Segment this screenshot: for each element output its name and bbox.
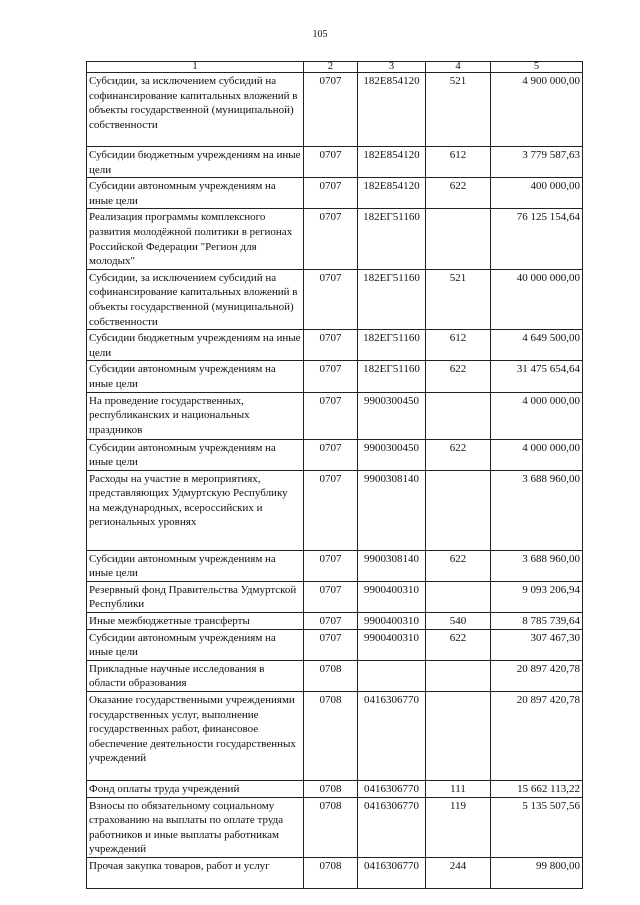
- row-target-code: 9900308140: [358, 550, 426, 581]
- row-amount: 31 475 654,64: [491, 361, 583, 392]
- row-section: 0707: [304, 581, 358, 612]
- row-amount: 400 000,00: [491, 178, 583, 209]
- row-name: Иные межбюджетные трансферты: [87, 613, 304, 630]
- column-header: 5: [491, 62, 583, 73]
- row-target-code: 0416306770: [358, 781, 426, 798]
- row-target-code: 9900400310: [358, 581, 426, 612]
- table-row: [87, 550, 583, 581]
- row-amount: 99 800,00: [491, 858, 583, 889]
- row-expense-type: [426, 692, 491, 781]
- row-name: На проведение государственных, республиканских и национальных праздников: [87, 392, 304, 439]
- row-amount: 4 000 000,00: [491, 439, 583, 470]
- table-body: [87, 73, 583, 889]
- row-expense-type: 244: [426, 858, 491, 889]
- row-section: 0707: [304, 269, 358, 329]
- header-row: [87, 62, 583, 73]
- column-header: 3: [358, 62, 426, 73]
- row-section: 0707: [304, 178, 358, 209]
- table-row: [87, 660, 583, 691]
- row-target-code: 0416306770: [358, 858, 426, 889]
- row-amount: 76 125 154,64: [491, 209, 583, 269]
- row-name: Резервный фонд Правительства Удмуртской Республики: [87, 581, 304, 612]
- table-row: [87, 330, 583, 361]
- row-amount: 8 785 739,64: [491, 613, 583, 630]
- table-row: [87, 581, 583, 612]
- row-name: Субсидии, за исключением субсидий на софинансирование капитальных вложений в объекты государственной (муниципальной) собственности: [87, 73, 304, 147]
- row-section: 0707: [304, 147, 358, 178]
- row-expense-type: [426, 470, 491, 550]
- row-target-code: 0416306770: [358, 692, 426, 781]
- row-name: Субсидии, за исключением субсидий на софинансирование капитальных вложений в объекты государственной (муниципальной) собственности: [87, 269, 304, 329]
- row-section: 0708: [304, 858, 358, 889]
- row-name: Оказание государственными учреждениями государственных услуг, выполнение государственных работ, финансовое обеспечение деятельности государственных учреждений: [87, 692, 304, 781]
- row-amount: 9 093 206,94: [491, 581, 583, 612]
- row-expense-type: 622: [426, 361, 491, 392]
- row-name: Субсидии бюджетным учреждениям на иные цели: [87, 330, 304, 361]
- row-expense-type: [426, 209, 491, 269]
- row-expense-type: 521: [426, 269, 491, 329]
- row-name: Субсидии автономным учреждениям на иные цели: [87, 361, 304, 392]
- row-expense-type: 622: [426, 178, 491, 209]
- row-name: Взносы по обязательному социальному страхованию на выплаты по оплате труда работников и иные выплаты работникам учреждений: [87, 797, 304, 857]
- row-amount: 5 135 507,56: [491, 797, 583, 857]
- row-target-code: [358, 660, 426, 691]
- table-row: [87, 470, 583, 550]
- row-target-code: 182EГ51160: [358, 361, 426, 392]
- row-amount: 20 897 420,78: [491, 660, 583, 691]
- row-section: 0707: [304, 470, 358, 550]
- table-row: [87, 361, 583, 392]
- row-target-code: 182EГ51160: [358, 330, 426, 361]
- table-row: [87, 629, 583, 660]
- row-expense-type: 540: [426, 613, 491, 630]
- row-section: 0707: [304, 629, 358, 660]
- row-name: Субсидии автономным учреждениям на иные цели: [87, 629, 304, 660]
- table-row: [87, 269, 583, 329]
- table-row: [87, 692, 583, 781]
- row-target-code: 0416306770: [358, 797, 426, 857]
- row-expense-type: 521: [426, 73, 491, 147]
- row-name: Расходы на участие в мероприятиях, представляющих Удмуртскую Республику на международных, всероссийских и региональных уровнях: [87, 470, 304, 550]
- row-target-code: 9900300450: [358, 392, 426, 439]
- budget-table: [86, 61, 583, 889]
- row-expense-type: 622: [426, 629, 491, 660]
- row-expense-type: 119: [426, 797, 491, 857]
- column-header: 1: [87, 62, 304, 73]
- row-target-code: 9900308140: [358, 470, 426, 550]
- row-amount: 3 688 960,00: [491, 470, 583, 550]
- row-expense-type: [426, 392, 491, 439]
- row-section: 0707: [304, 613, 358, 630]
- row-name: Фонд оплаты труда учреждений: [87, 781, 304, 798]
- table-row: [87, 147, 583, 178]
- row-target-code: 9900400310: [358, 629, 426, 660]
- row-section: 0707: [304, 209, 358, 269]
- row-amount: 20 897 420,78: [491, 692, 583, 781]
- table-row: [87, 797, 583, 857]
- row-name: Субсидии бюджетным учреждениям на иные цели: [87, 147, 304, 178]
- row-amount: 15 662 113,22: [491, 781, 583, 798]
- row-target-code: 182EГ51160: [358, 269, 426, 329]
- table-row: [87, 781, 583, 798]
- row-target-code: 9900300450: [358, 439, 426, 470]
- column-header: 2: [304, 62, 358, 73]
- row-target-code: 182E854120: [358, 178, 426, 209]
- row-section: 0708: [304, 660, 358, 691]
- row-section: 0707: [304, 550, 358, 581]
- row-name: Субсидии автономным учреждениям на иные цели: [87, 178, 304, 209]
- table-row: [87, 178, 583, 209]
- row-target-code: 182E854120: [358, 147, 426, 178]
- row-section: 0707: [304, 392, 358, 439]
- row-amount: 4 000 000,00: [491, 392, 583, 439]
- row-target-code: 182EГ51160: [358, 209, 426, 269]
- row-expense-type: [426, 660, 491, 691]
- row-target-code: 9900400310: [358, 613, 426, 630]
- row-amount: 3 779 587,63: [491, 147, 583, 178]
- table-row: [87, 858, 583, 889]
- row-expense-type: 622: [426, 439, 491, 470]
- row-name: Прочая закупка товаров, работ и услуг: [87, 858, 304, 889]
- row-expense-type: 111: [426, 781, 491, 798]
- table-row: [87, 73, 583, 147]
- row-section: 0707: [304, 73, 358, 147]
- table-row: [87, 439, 583, 470]
- row-name: Прикладные научные исследования в области образования: [87, 660, 304, 691]
- row-target-code: 182E854120: [358, 73, 426, 147]
- page-number: 105: [312, 29, 328, 40]
- row-amount: 4 649 500,00: [491, 330, 583, 361]
- row-amount: 4 900 000,00: [491, 73, 583, 147]
- row-name: Реализация программы комплексного развития молодёжной политики в регионах Российской Федерации "Регион для молодых": [87, 209, 304, 269]
- row-section: 0707: [304, 439, 358, 470]
- row-section: 0707: [304, 330, 358, 361]
- table-row: [87, 613, 583, 630]
- row-section: 0708: [304, 692, 358, 781]
- row-name: Субсидии автономным учреждениям на иные цели: [87, 439, 304, 470]
- row-section: 0708: [304, 781, 358, 798]
- row-expense-type: 612: [426, 330, 491, 361]
- row-expense-type: [426, 581, 491, 612]
- column-header: 4: [426, 62, 491, 73]
- row-amount: 40 000 000,00: [491, 269, 583, 329]
- row-expense-type: 622: [426, 550, 491, 581]
- table-row: [87, 209, 583, 269]
- row-name: Субсидии автономным учреждениям на иные цели: [87, 550, 304, 581]
- row-amount: 3 688 960,00: [491, 550, 583, 581]
- table-row: [87, 392, 583, 439]
- row-amount: 307 467,30: [491, 629, 583, 660]
- row-section: 0707: [304, 361, 358, 392]
- row-section: 0708: [304, 797, 358, 857]
- row-expense-type: 612: [426, 147, 491, 178]
